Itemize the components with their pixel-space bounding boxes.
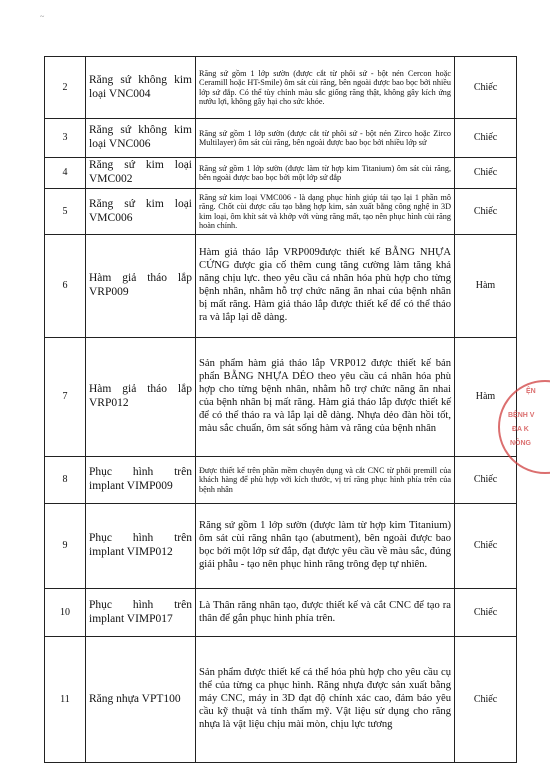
row-number: 10 [45, 589, 86, 637]
product-description: Răng sứ gồm 1 lớp sườn (được cắt từ phôi sứ - bột nén Zirco hoặc Zirco Multilayer) ôm sát cùi răng, bên ngoài được bao bọc bởi nhiều lớp sứ [196, 119, 455, 158]
scan-mark: ~ [40, 12, 45, 21]
product-description: Răng sứ gồm 1 lớp sườn (được cắt từ phôi sứ - bột nén Cercon hoặc Ceramill hoặc HT-Smile) ôm sát cùi răng, bên ngoài được bao bọc bởi nhiều lớp sứ đắp. Có thể tùy chỉnh màu sắc giống răng thật, không gây kích ứng nướu lợi, không gây hại cho sức khỏe. [196, 57, 455, 119]
table-row [45, 189, 517, 235]
product-description: Hàm giả tháo lắp VRP009được thiết kế BẰNG NHỰA CỨNG được gia cố thêm cung tăng cường làm tăng khả năng chịu lực. theo yêu cầu cá nhân hóa phù hợp cho từng bệnh nhân, nhằm hỗ trợ chức năng ăn nhai của bệnh nhân bị mất răng. Hàm giả tháo lắp được thiết kế để có thể tháo ra và lắp lại dễ dàng. [196, 235, 455, 338]
table-row [45, 119, 517, 158]
product-name: Răng sứ kim loại VMC006 [86, 189, 196, 235]
product-table [44, 56, 517, 763]
product-description: Sản phẩm được thiết kế cá thể hóa phù hợp cho yêu cầu cụ thể của từng ca phục hình. Răng nhựa được sản xuất bằng máy CNC, máy in 3D đạt độ chính xác cao, đảm bảo yêu cầu kỹ thuật và tính thẩm mỹ. Vật liệu sử dụng cho răng nhựa là vật liệu chịu mài mòn, chịu lực tương [196, 637, 455, 763]
product-description: Răng sứ gồm 1 lớp sườn (được làm từ hợp kim Titanium) ôm sát cùi răng, bên ngoài được bao bọc bởi một lớp sứ đắp [196, 158, 455, 189]
product-description: Sản phẩm hàm giả tháo lắp VRP012 được thiết kế bản phẩn BẰNG NHỰA DẺO theo yêu cầu cá nhân hóa phù hợp cho từng bệnh nhân, nhằm hỗ trợ chức năng ăn nhai của bệnh nhân bị mất răng. Hàm giả tháo lắp được thiết kế để có thể tháo ra và lắp lại dễ dàng. Nhựa dẻo đàn hồi tốt, màu sắc chuẩn, ôm sát sống hàm và răng của bệnh nhân [196, 338, 455, 457]
stamp-text: BỆNH V [508, 412, 535, 419]
unit: Hàm [455, 235, 517, 338]
product-name: Răng nhựa VPT100 [86, 637, 196, 763]
row-number: 4 [45, 158, 86, 189]
product-name: Răng sứ không kim loại VNC004 [86, 57, 196, 119]
unit: Hàm [455, 338, 517, 457]
row-number: 6 [45, 235, 86, 338]
product-description: Răng sứ gồm 1 lớp sườn (được làm từ hợp kim Titanium) ôm sát cùi răng nhân tạo (abutment), bên ngoài được bao bọc bởi một lớp sứ đắp, đạt được yêu cầu về màu sắc, đúng giải phẫu - tạo nên phục hình răng trông đẹp tự nhiên. [196, 504, 455, 589]
table-row [45, 57, 517, 119]
row-number: 9 [45, 504, 86, 589]
stamp-text: ỆN [526, 388, 536, 395]
product-description: Là Thân răng nhân tạo, được thiết kế và cắt CNC để tạo ra thân để gắn phục hình phía trên. [196, 589, 455, 637]
product-description: Được thiết kế trên phần mềm chuyên dụng và cắt CNC từ phôi premill của khách hàng để phù hợp với kích thước, vị trí răng phục hình phía trên của bệnh nhân [196, 457, 455, 504]
row-number: 7 [45, 338, 86, 457]
unit: Chiếc [455, 637, 517, 763]
product-name: Hàm giả tháo lắp VRP009 [86, 235, 196, 338]
product-name: Răng sứ kim loại VMC002 [86, 158, 196, 189]
stamp-text: ĐA K [512, 426, 529, 433]
unit: Chiếc [455, 189, 517, 235]
unit: Chiếc [455, 589, 517, 637]
row-number: 5 [45, 189, 86, 235]
unit: Chiếc [455, 119, 517, 158]
table-row [45, 158, 517, 189]
stamp-text: NÔNG [510, 440, 531, 447]
unit: Chiếc [455, 57, 517, 119]
product-name: Hàm giả tháo lắp VRP012 [86, 338, 196, 457]
table-row [45, 637, 517, 763]
product-name: Răng sứ không kim loại VNC006 [86, 119, 196, 158]
unit: Chiếc [455, 158, 517, 189]
table-row [45, 589, 517, 637]
product-name: Phục hình trên implant VIMP017 [86, 589, 196, 637]
row-number: 11 [45, 637, 86, 763]
table-row [45, 338, 517, 457]
product-description: Răng sứ kim loại VMC006 - là dạng phục hình giúp tái tạo lại 1 phần mô răng. Chốt cùi được cấu tạo bằng hợp kim, sản xuất bằng công nghệ in 3D kim loại, ôm khít sát và khớp với vùng răng mất, tạo nên phục hình cùi răng hoàn chỉnh. [196, 189, 455, 235]
row-number: 2 [45, 57, 86, 119]
unit: Chiếc [455, 457, 517, 504]
table-row [45, 504, 517, 589]
row-number: 3 [45, 119, 86, 158]
product-name: Phục hình trên implant VIMP012 [86, 504, 196, 589]
table-row [45, 457, 517, 504]
product-name: Phục hình trên implant VIMP009 [86, 457, 196, 504]
table-row [45, 235, 517, 338]
unit: Chiếc [455, 504, 517, 589]
row-number: 8 [45, 457, 86, 504]
